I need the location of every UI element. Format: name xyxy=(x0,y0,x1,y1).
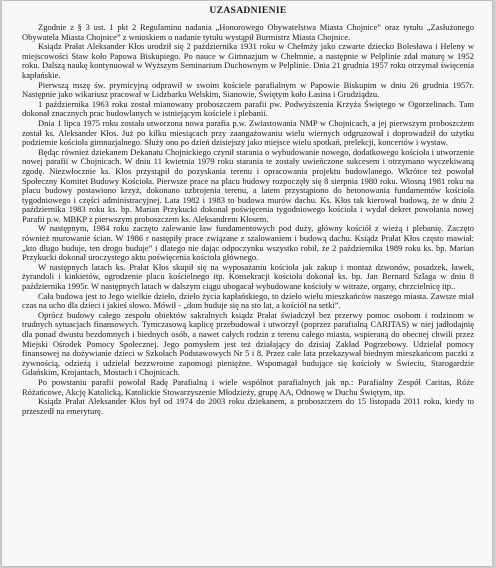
document-title: UZASADNIENIE xyxy=(209,5,287,16)
paragraph-first-mass: Pierwszą mszę św. prymicyjną odprawił w swoim kościele parafialnym w Papowie Biskupim w dniu 26 grudnia 1957r. Następnie jako wikariusz pracował w Lidzbarku Welskim, Sianowie, Świętym koło Łasina i Grudziądzu. xyxy=(22,79,474,100)
document-page xyxy=(2,1,492,566)
paragraph-communities: Po powstaniu parafii powołał Radę Parafialną i wiele wspólnot parafialnych jak np.: Parafialny Zespół Caritas, Róże Różańcowe, Akcję Katolicką, Katolickie Stowarzyszenie Młodzieży, grupę AA, Odnowę w Duchu Świętym, itp. xyxy=(22,376,474,397)
paragraph-charity: Oprócz budowy całego zespołu obiektów sakralnych ksiądz Prałat świadczył bez przerwy pomoc osobom i rodzinom w trudnych sytuacjach finansowych. Tymczasową kaplicę przebudował i utworzył (poprzez parafialną CARITAS) w niej jadłodajnię dla ponad dwustu bezdomnych i biednych osób, a nawet całych rodzin z terenu całego miasta, wspieraną do obecnej chwili przez Miejski Ośrodek Pomocy Społecznej. Jego pomysłem jest też działający do dzisiaj Zakład Pogrzebowy. Udzielał pomocy finansowej na dożywianie dzieci w Szkołach Podstawowych Nr 5 i 8. Przez całe lata przekazywał biednym mieszkańcom paczki z żywnością, odzieżą i udzielał bezzwrotne zapomogi pieniężne. Wspomagał budujące się kościoły w Świeciu, Starogardzie Gdańskim, Krojantach, Mostach i Chojnicach. xyxy=(22,309,474,378)
paragraph-new-parish: Dnia 1 lipca 1975 roku została utworzona nowa parafia p.w. Zwiastowania NMP w Chojnicach, a jej pierwszym proboszczem został ks. Aleksander Kłos. Już po kilku miesiącach przy zaangażowaniu wielu wiernych odgruzował i doprowadził do użytku podziemie kościoła gimnazjalnego. Służy ono po dzień dzisiejszy jako miejsce wielu spotkań, prelekcji, koncertów i wystaw. xyxy=(22,117,474,148)
paragraph-main-church: W następnym, 1984 roku zaczęto zalewanie ław fundamentowych pod duży, główny kościół z wieżą i plebanię. Zaczęto również murowanie ścian. W 1986 r następiły prace związane z szalowaniem i budową dachu. Ksiądz Prałat Kłos często mawiał: „kto długo buduje, ten drogo buduje” i dlatego nie dając odpoczynku wszystko robił, że 2 października 1989 roku ks. bp. Marian Przykucki dokonał uroczystego aktu poświęcenia kościoła głównego. xyxy=(22,223,474,263)
paragraph-furnishing: W następnych latach ks. Prałat Kłos skupił się na wyposażaniu kościoła jak zakup i montaż dzwonów, posadzek, ławek, żyrandoli i kinkietów, ogrodzenie placu kościelnego itp. Konsekracji kościoła dokonał ks. bp. Jan Bernard Szlaga w dniu 8 października 1995r. W następnych latach w dalszym ciągu ubogacał wybudowane kościoły w witraże, organy, chrzcielnicę itp.. xyxy=(22,261,474,292)
paragraph-church-construction: Będąc również dziekanem Dekanatu Chojnickiego czynił starania o wybudowanie nowego, dodatkowego kościoła i utworzenie nowej parafii w Chojnicach. W dniu 11 kwietnia 1979 roku starania te zostały uwieńczone sukcesem i otrzymano wyczekiwaną zgodę. Niezwłocznie ks. Kłos przystąpił do pozyskania terenu i opracowania projektu budowlanego. Wkrótce też powołał Społeczny Komitet Budowy Kościoła. Pierwsze prace na placu budowy rozpoczęły się 8 sierpnia 1980 roku. Wiosną 1981 roku na placu budowy postawiono krzyż, dokonano uzbrojenia terenu, a latem przystąpiono do betonowania fundamentów kościoła tygodniowego i części administracyjnej. Lata 1982 i 1983 to budowa murów dachu. Ks. Kłos tak kierował budową, że w dniu 2 października 1983 roku ks. bp. Marian Przykucki dokonał poświęcenia tygodniowego kościoła i wydał dekret powołania nowej Parafii p.w. MBKP z pierwszym proboszczem ks. Aleksandrem Kłosem. xyxy=(22,146,474,224)
paragraph-biography: Ksiądz Prałat Aleksander Kłos urodził się 2 października 1931 roku w Chełmży jako czwarte dziecko Bolesława i Heleny w miejscowości Staw koło Papowa Biskupiego. Po nauce w Gimnazjum w Chełmnie, a następnie w Pelplinie zdał maturę w 1952 roku. Dalszą naukę kontynuował w Wyższym Seminarium Duchownym w Pelplinie. Dnia 21 grudnia 1957 roku otrzymał święcenia kapłańskie. xyxy=(22,41,474,80)
paragraph-life-work: Cała budowa jest to Jego wielkie dzieło, dzieło życia kapłańskiego, to dzieło wielu mieszkańców naszego miasta. Zawsze miał czas na ucho dla dzieci i jakieś słowo. Mówił - „dom buduje się na sto lat, a kościół na setki”. xyxy=(22,290,474,311)
document-body xyxy=(22,5,474,416)
paragraph-retirement: Ksiądz Prałat Aleksander Kłos był od 1974 do 2003 roku dziekanem, a proboszczem do 15 listopada 2011 roku, kiedy to przeszedł na emeryturę. xyxy=(22,396,474,416)
paragraph-intro: Zgodnie z § 3 ust. 1 pkt 2 Regulaminu nadania „Honorowego Obywatelstwa Miasta Chojnice” oraz tytułu „Zasłużonego Obywatela Miasta Chojnice” z wnioskiem o nadanie tytułu wystąpił Burmistrz Miasta Chojnice. xyxy=(22,22,474,42)
paragraph-ogorzeliny: 1 października 1963 roku został mianowany proboszczem parafii pw. Podwyższenia Krzyża Świętego w Ogorzelinach. Tam dokonał znacznych prac budowlanych w istniejącym kościele i plebanii. xyxy=(22,98,474,119)
